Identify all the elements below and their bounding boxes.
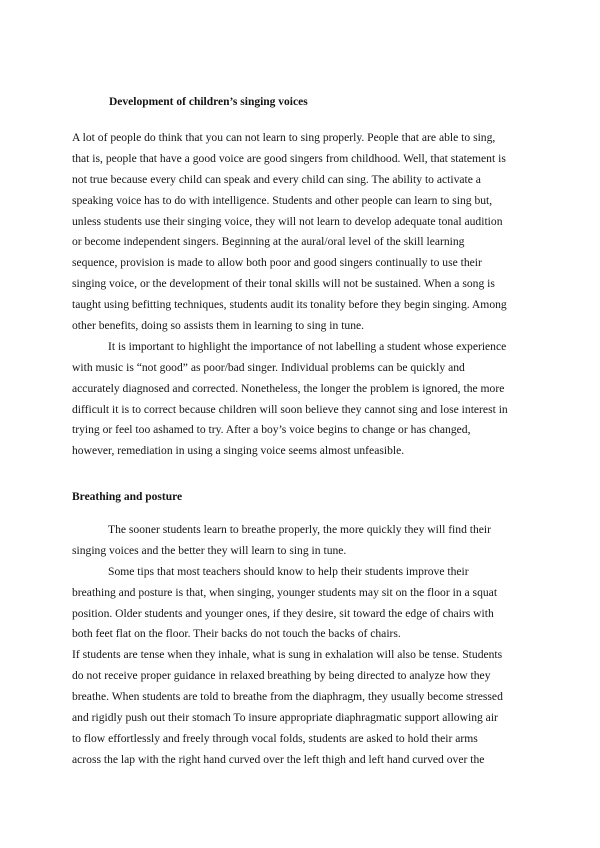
text-line: that is, people that have a good voice are good singers from childhood. Well, that statement is (72, 151, 506, 165)
text-line: speaking voice has to do with intelligence. Students and other people can learn to sing but, (72, 193, 493, 207)
text-line: position. Older students and younger ones, if they desire, sit toward the edge of chairs with (72, 606, 494, 620)
section-2-text (72, 520, 532, 771)
text-line: breathing and posture is that, when singing, younger students may sit on the floor in a squat (72, 585, 498, 599)
text-line: taught using befitting techniques, students audit its tonality before they begin singing. Among (72, 298, 507, 312)
text-line: and rigidly push out their stomach To insure appropriate diaphragmatic support allowing air (72, 711, 498, 725)
document-title: Development of children’s singing voices (109, 96, 308, 108)
text-line: A lot of people do think that you can not learn to sing properly. People that are able to sing, (72, 131, 496, 144)
text-line: with music is “not good” as poor/bad singer. Individual problems can be quickly and (72, 360, 465, 374)
text-line: breathe. When students are told to breathe from the diaphragm, they usually become stressed (72, 690, 503, 704)
text-line: singing voices and the better they will learn to sing in tune. (72, 543, 347, 557)
text-line: difficult it is to correct because children will soon believe they cannot sing and lose interest in (72, 402, 508, 416)
section-1-text (72, 128, 532, 462)
text-line: to flow effortlessly and freely through vocal folds, students are asked to hold their arms (72, 731, 478, 745)
text-line: Some tips that most teachers should know to help their students improve their (108, 564, 469, 578)
text-line: accurately diagnosed and corrected. Nonetheless, the longer the problem is ignored, the more (72, 381, 505, 395)
text-line: If students are tense when they inhale, what is sung in exhalation will also be tense. Students (72, 648, 503, 662)
text-line: singing voice, or the development of their tonal skills will not be sustained. When a song is (72, 277, 495, 291)
text-line: The sooner students learn to breathe properly, the more quickly they will find their (108, 523, 492, 536)
text-line: sequence, provision is made to allow both poor and good singers continually to use their (72, 256, 482, 270)
text-line: not true because every child can speak and every child can sing. The ability to activate a (72, 172, 481, 186)
text-line: trying or feel too ashamed to try. After a boy’s voice begins to change or has changed, (72, 423, 471, 437)
text-line: unless students use their singing voice, they will not learn to develop adequate tonal audition (72, 214, 503, 228)
section-2-heading: Breathing and posture (72, 491, 183, 503)
text-line: both feet flat on the floor. Their backs do not touch the backs of chairs. (72, 627, 401, 641)
text-line: It is important to highlight the importance of not labelling a student whose experience (108, 339, 507, 353)
text-line: however, remediation in using a singing voice seems almost unfeasible. (72, 444, 405, 458)
text-line: across the lap with the right hand curved over the left thigh and left hand curved over the (72, 752, 485, 766)
text-line: or become independent singers. Beginning at the aural/oral level of the skill learning (72, 235, 465, 249)
text-line: other benefits, doing so assists them in learning to sing in tune. (72, 319, 365, 333)
text-line: do not receive proper guidance in relaxed breathing by being directed to analyze how they (72, 669, 491, 683)
